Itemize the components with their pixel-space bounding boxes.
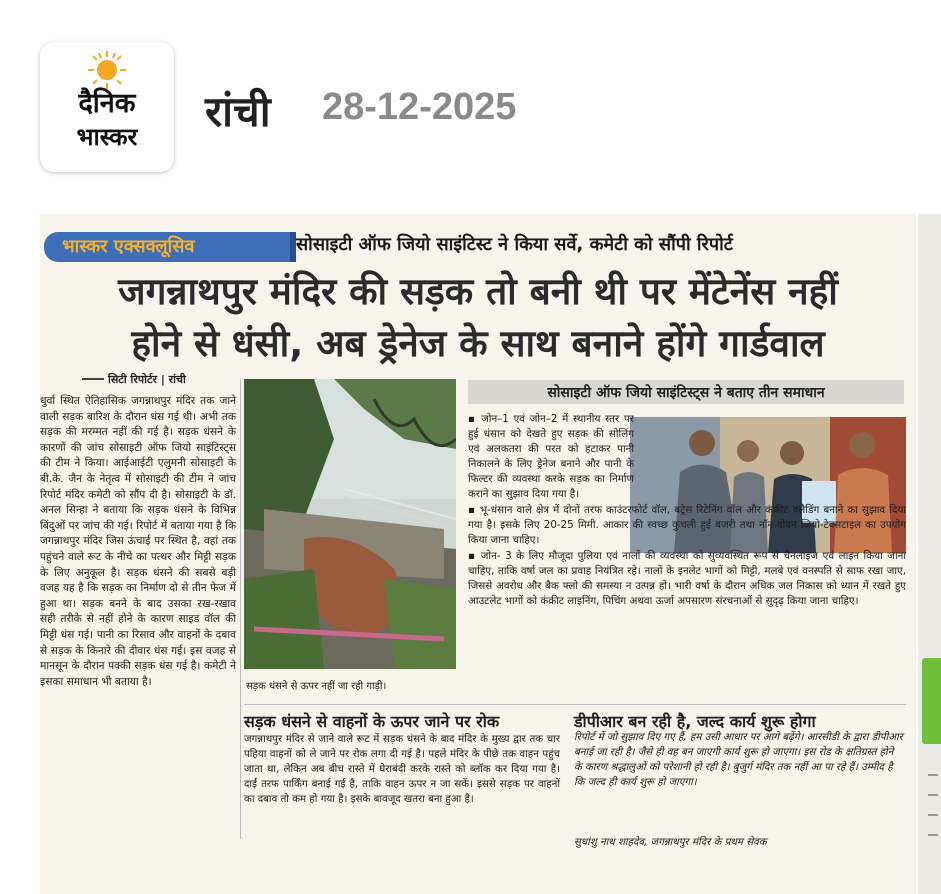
body-column-3	[574, 730, 904, 790]
headline-line1: जगन्नाथपुर मंदिर की सड़क तो बनी थी पर मेंटेनेंस नहीं	[118, 270, 838, 313]
body-text: धुर्वा स्थित ऐतिहासिक जगन्नाथपुर मंदिर तक जाने वाली सड़क बारिश के दौरान धंस गई थी। अभी तक सड़क की मरम्मत नहीं की गई है। सड़क धंसने के कारणों की जांच सोसाइटी ऑफ जियो साइंटिस्ट्स की टीम ने किया। आईआईटी एलुमनी सोसाइटी के बी.के. जैन के नेतृत्व में सोसाइटी की टीम ने जांच रिपोर्ट मंदिर कमेटी को सौंप दी है। सोसाइटी के डॉ. अनल सिन्हा ने बताया कि सड़क धंसने के विभिन्न बिंदुओं पर जांच की गई। रिपोर्ट में बताया गया है कि जगन्नाथपुर मंदिर जिस ऊंचाई पर स्थित है, वहां तक पहुंचने वाले रूट के नीचे का पत्थर और मिट्टी सड़क के लिए अनुकूल है। सड़क धंसने की सबसे बड़ी वजह यह है कि सड़क का निर्माण दो से तीन फेज में हुआ था। सड़क बनने के बाद उसका रख-रखाव सही तरीके से नहीं होने के कारण साइड वॉल की मिट्टी धंस गई। पानी का रिसाव और वाहनों के दबाव से सड़क के किनारे की दीवार धंस गई। इस वजह से मानसून के दौरान पक्की सड़क धंस गई है। कमेटी ने इसका समाधान भी बताया है।	[40, 395, 236, 688]
logo-text-line2: भास्कर	[76, 123, 138, 151]
column-divider	[240, 379, 241, 839]
divider	[928, 814, 938, 816]
solution-item: ▪ जोन- 3 के लिए मौजूदा पुलिया एवं नालों की व्यवस्था को सुव्यवस्थित रूप से चैनलाइज एवं लाइन किया जाना चाहिए, ताकि वर्षा जल का प्रवाह नियंत्रित रहे। नालों के इनलेट भागों को मिट्टी, मलबे एवं वनस्पति से साफ रखा जाए, जिससे अवरोध और बैक फ्लो की समस्या न उत्पन्न हो। भारी वर्षा के दौरान अधिक जल निकास को ध्यान में रखते हुए आउटलेट भागों को कंक्रीट लाइनिंग, पिचिंग अथवा ऊर्जा अपसारण संरचनाओं से सुदृढ़ किया जाना चाहिए।	[468, 550, 906, 607]
photo-caption: सड़क धंसने से ऊपर नहीं जा रही गाड़ी।	[246, 681, 387, 692]
byline: सिटी रिपोर्टर | रांची	[108, 373, 186, 386]
divider	[928, 834, 938, 836]
divider	[928, 794, 938, 796]
divider	[928, 774, 938, 776]
subheading-vehicle-ban: सड़क धंसने से वाहनों के ऊपर जाने पर रोक	[244, 712, 500, 731]
app-header	[0, 0, 941, 200]
body-column-1	[40, 394, 236, 874]
solutions-box-header	[468, 380, 904, 404]
quote-text: रिपोर्ट में जो सुझाव दिए गए हैं, हम उसी आधार पर आगे बढ़ेंगे। आरसीडी के द्वारा डीपीआर बनाई जा रही है। जैसे ही वह बन जाएगी कार्य शुरू हो जाएगा। इस रोड के क्षतिग्रस्त होने के कारण श्रद्धालुओं को परेशानी हो रही है। बुजुर्ग मंदिर तक नहीं आ पा रहे हैं। उम्मीद है कि जल्द ही कार्य शुरू हो जाएगा।	[574, 732, 903, 788]
subheading-dpr: डीपीआर बन रही है, जल्द कार्य शुरू होगा	[574, 712, 816, 731]
body-column-2	[244, 732, 560, 807]
green-tab	[922, 658, 941, 744]
logo-text-line1: दैनिक	[78, 88, 136, 119]
solutions-list	[468, 412, 906, 610]
section-divider	[244, 704, 906, 705]
adjacent-page-edge	[918, 214, 941, 894]
solution-item: ▪ जोन–1 एवं जोन–2 में स्थानीय स्तर पर हुई धंसान को देखते हुए सड़क की सोलिंग एवं अलकतरा की परत को हटाकर पानी निकालने के लिए ड्रेनेज बनाने और पानी के फिल्टर की व्यवस्था करके सड़क का निर्माण कराने का सुझाव दिया गया है।	[468, 413, 634, 500]
newspaper-clipping[interactable]	[40, 214, 916, 894]
dainik-bhaskar-logo[interactable]	[40, 42, 174, 172]
sun-icon	[87, 50, 127, 90]
collapsed-road-photo[interactable]	[244, 379, 456, 669]
headline-line2: होने से धंसी, अब ड्रेनेज के साथ बनाने होंगे गार्डवाल	[131, 322, 825, 365]
edition-date: 28-12-2025	[322, 86, 517, 128]
article-strapline: सोसाइटी ऑफ जियो साइंटिस्ट ने किया सर्वे, कमेटी को सौंपी रिपोर्ट	[296, 234, 733, 255]
body-text: जगन्नाथपुर मंदिर से जाने वाले रूट में सड़क धंसने के बाद मंदिर के मुख्य द्वार तक चार पहिया वाहनों को ले जाने पर रोक लगा दी गई है। पहले मंदिर के पीछे तक वाहन पहुंच जाता था, लेकिन अब बीच रास्ते में घेराबंदी करके रास्ते को ब्लॉक कर दिया गया है। दाईं तरफ पार्किंग बनाई गई है, ताकि वाहन ऊपर न जा सकें। इससे सड़क पर वाहनों का दबाव तो कम हो गया है। इसके बावजूद खतरा बना हुआ है।	[244, 734, 560, 805]
solution-item: ▪ भू-धंसान वाले क्षेत्र में दोनों तरफ काउंटरफोर्ट वॉल, बट्रेस रिटेनिंग वॉल और कंक्रीट क्लैडिंग बनाने का सुझाव दिया गया है। इसके लिए 20-25 मिमी. आकार की स्वच्छ कुचली हुई बजरी तथा नॉन-वोवन जियो-टेक्सटाइल का उपयोग किया जाना चाहिए।	[468, 504, 906, 546]
solutions-box-title: सोसाइटी ऑफ जियो साइंटिस्ट्स ने बताए तीन समाधान	[547, 385, 825, 401]
exclusive-ribbon-label: भास्कर एक्सक्लूसिव	[62, 236, 195, 257]
edition-city: रांची	[205, 87, 271, 136]
quote-attribution: सुधांशु नाथ शाहदेव, जगन्नाथपुर मंदिर के प्रथम सेवक	[574, 837, 767, 848]
exclusive-ribbon	[44, 232, 294, 262]
